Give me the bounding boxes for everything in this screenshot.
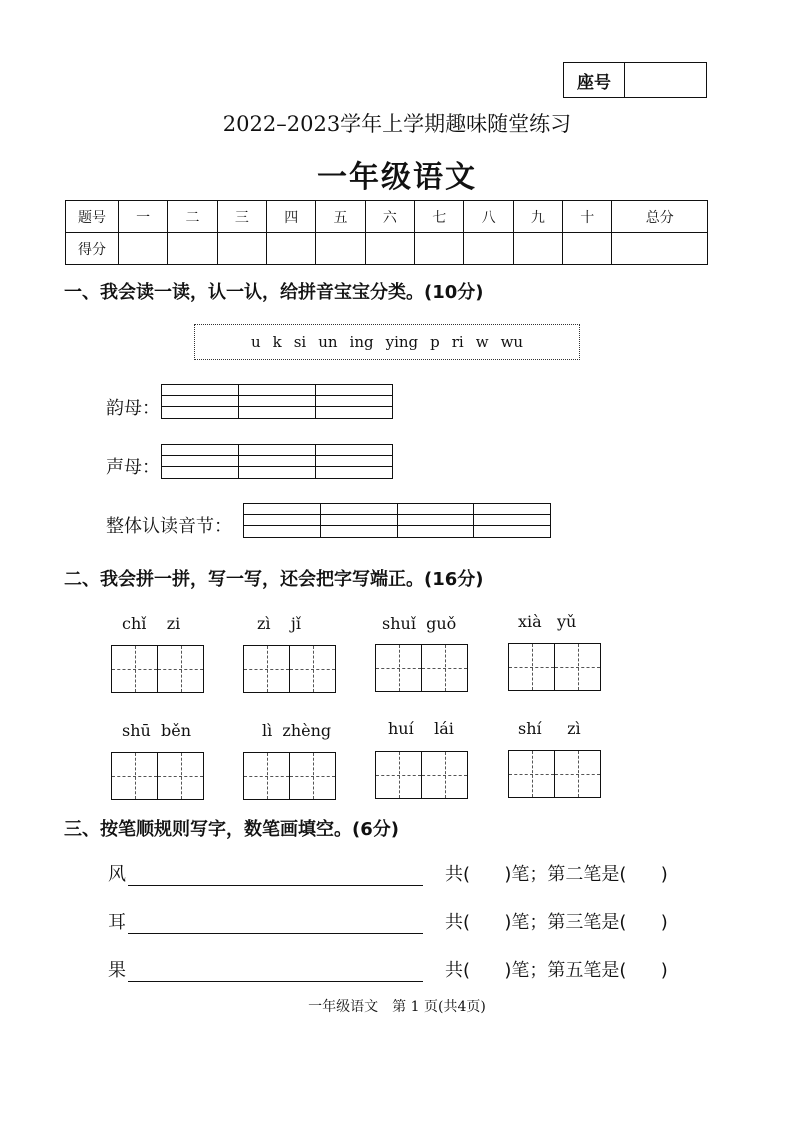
pinyin-word — [518, 612, 576, 631]
character-writing-grid[interactable] — [243, 645, 336, 693]
character-writing-grid[interactable] — [375, 751, 468, 799]
stroke-character: 耳 — [108, 912, 126, 933]
stroke-character: 果 — [108, 960, 126, 981]
score-cell[interactable] — [316, 233, 365, 265]
pinyin-item: si — [293, 333, 307, 351]
pinyin-item: w — [475, 333, 489, 351]
pinyin-list-box — [194, 324, 580, 360]
stroke-writing-line[interactable] — [128, 963, 423, 982]
pinyin-syllable: yǔ — [556, 612, 577, 631]
pinyin-word — [388, 719, 454, 738]
score-table-score-row — [66, 233, 708, 265]
character-writing-grid[interactable] — [508, 750, 601, 798]
score-header-cell: 题号 — [66, 201, 119, 233]
whole-syllables-writing-grid[interactable] — [243, 503, 551, 538]
initials-writing-grid[interactable] — [161, 444, 393, 479]
score-cell[interactable] — [168, 233, 217, 265]
pinyin-syllable: xià — [518, 612, 542, 631]
score-table-header-row — [66, 201, 708, 233]
pinyin-item: ri — [451, 333, 464, 351]
initials-label: 声母： — [106, 457, 160, 478]
score-header-cell: 六 — [365, 201, 414, 233]
stroke-count-prompt: 共( )笔；第五笔是( ) — [445, 960, 668, 981]
pinyin-item: ying — [385, 333, 419, 351]
stroke-writing-line[interactable] — [128, 867, 423, 886]
score-header-cell: 一 — [119, 201, 168, 233]
section-2-title: 二、我会拼一拼，写一写，还会把字写端正。(16分) — [64, 569, 484, 590]
score-cell[interactable] — [612, 233, 708, 265]
score-cell[interactable] — [119, 233, 168, 265]
score-cell[interactable] — [217, 233, 266, 265]
stroke-order-row — [108, 956, 668, 982]
score-cell[interactable] — [267, 233, 316, 265]
score-cell[interactable] — [415, 233, 464, 265]
stroke-count-prompt: 共( )笔；第二笔是( ) — [445, 864, 668, 885]
stroke-writing-line[interactable] — [128, 915, 423, 934]
score-header-cell: 十 — [563, 201, 612, 233]
pinyin-item: u — [250, 333, 261, 351]
pinyin-item: k — [272, 333, 282, 351]
pinyin-syllable: guǒ — [426, 614, 457, 633]
stroke-order-row — [108, 860, 668, 886]
pinyin-syllable: zhèng — [282, 721, 332, 740]
pinyin-word — [382, 614, 456, 633]
page-footer: 一年级语文 第 1 页(共4页) — [308, 999, 486, 1015]
pinyin-syllable: huí — [388, 719, 414, 738]
stroke-count-prompt: 共( )笔；第三笔是( ) — [445, 912, 668, 933]
score-header-cell: 二 — [168, 201, 217, 233]
section-3-title: 三、按笔顺规则写字，数笔画填空。(6分) — [64, 819, 399, 840]
score-table — [65, 200, 708, 265]
score-header-cell: 八 — [464, 201, 513, 233]
pinyin-word — [257, 614, 301, 633]
finals-writing-grid[interactable] — [161, 384, 393, 419]
exam-title: 2022–2023学年上学期趣味随堂练习 — [222, 112, 572, 136]
pinyin-syllable: shū — [122, 721, 151, 740]
pinyin-item: p — [430, 333, 440, 351]
pinyin-syllable: shuǐ — [382, 614, 416, 633]
pinyin-word — [122, 614, 180, 633]
pinyin-word — [262, 721, 331, 740]
pinyin-syllable: zi — [166, 614, 181, 633]
whole-syllables-label: 整体认读音节： — [106, 516, 232, 537]
score-header-cell: 七 — [415, 201, 464, 233]
score-cell[interactable] — [513, 233, 562, 265]
pinyin-word — [122, 721, 191, 740]
character-writing-grid[interactable] — [111, 645, 204, 693]
character-writing-grid[interactable] — [375, 644, 468, 692]
pinyin-syllable: zì — [567, 719, 581, 738]
section-1-title: 一、我会读一读，认一认，给拼音宝宝分类。(10分) — [64, 282, 484, 303]
pinyin-item: un — [318, 333, 338, 351]
seat-number-field[interactable] — [625, 63, 706, 97]
score-header-cell: 四 — [267, 201, 316, 233]
pinyin-syllable: jǐ — [290, 614, 301, 633]
exam-subject: 一年级语文 — [317, 160, 477, 195]
seat-number-box — [563, 62, 707, 98]
stroke-character: 风 — [108, 864, 126, 885]
pinyin-item: ing — [349, 333, 374, 351]
character-writing-grid[interactable] — [508, 643, 601, 691]
pinyin-syllable: lì — [262, 721, 273, 740]
pinyin-syllable: zì — [257, 614, 271, 633]
pinyin-syllable: lái — [434, 719, 454, 738]
pinyin-word — [518, 719, 581, 738]
score-row-label: 得分 — [66, 233, 119, 265]
finals-label: 韵母： — [106, 398, 160, 419]
score-header-cell: 总分 — [612, 201, 708, 233]
pinyin-syllable: shí — [518, 719, 542, 738]
score-header-cell: 五 — [316, 201, 365, 233]
pinyin-syllable: chǐ — [122, 614, 147, 633]
pinyin-syllable: běn — [161, 721, 192, 740]
character-writing-grid[interactable] — [111, 752, 204, 800]
score-cell[interactable] — [365, 233, 414, 265]
stroke-order-row — [108, 908, 668, 934]
score-cell[interactable] — [464, 233, 513, 265]
seat-number-label: 座号 — [564, 63, 625, 97]
score-header-cell: 三 — [217, 201, 266, 233]
pinyin-item: wu — [500, 333, 524, 351]
character-writing-grid[interactable] — [243, 752, 336, 800]
score-cell[interactable] — [563, 233, 612, 265]
score-header-cell: 九 — [513, 201, 562, 233]
